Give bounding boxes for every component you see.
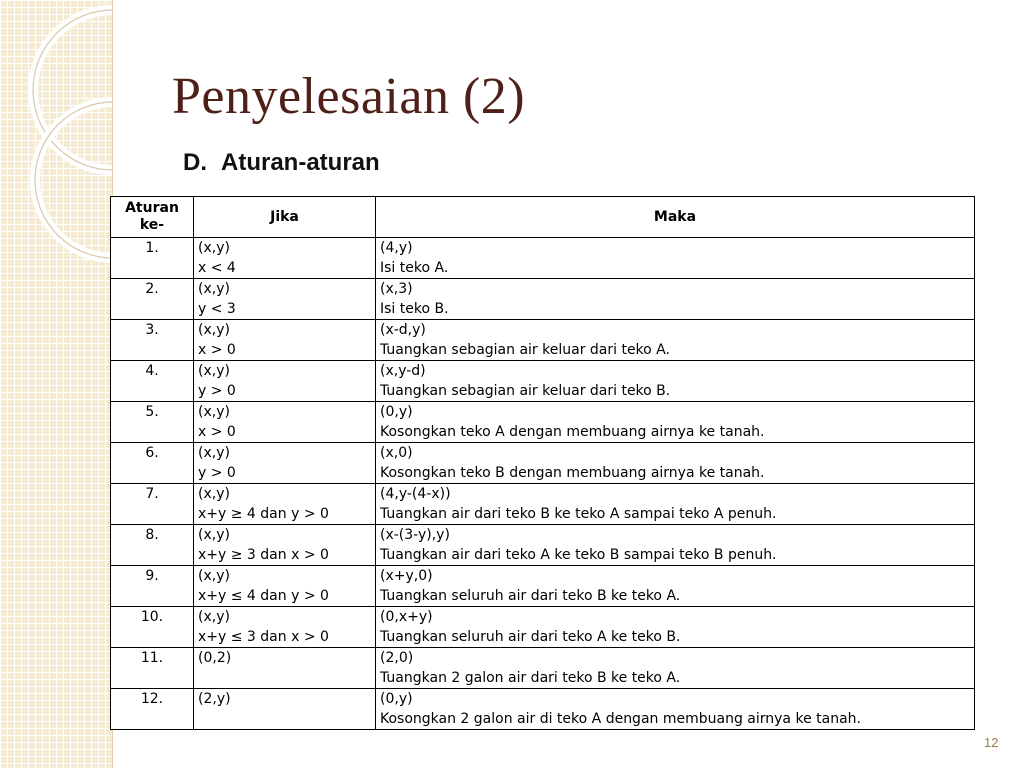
rule-condition [194, 484, 376, 525]
table-row [111, 566, 975, 607]
rules-table-body [111, 238, 975, 730]
result-description: Kosongkan 2 galon air di teko A dengan membuang airnya ke tanah. [380, 711, 861, 727]
rule-number: 4. [111, 361, 194, 402]
rule-condition [194, 607, 376, 648]
result-description: Tuangkan air dari teko A ke teko B sampai teko B penuh. [380, 547, 777, 563]
result-description: Tuangkan sebagian air keluar dari teko B. [380, 383, 671, 399]
rule-number: 11. [111, 648, 194, 689]
condition-expression: x < 4 [198, 260, 236, 276]
condition-expression: x+y ≥ 4 dan y > 0 [198, 506, 329, 522]
slide-title: Penyelesaian (2) [172, 68, 526, 125]
result-description: Kosongkan teko B dengan membuang airnya ke tanah. [380, 465, 765, 481]
result-state: (0,x+y) [380, 609, 433, 625]
rule-condition [194, 648, 376, 689]
rule-action [376, 361, 975, 402]
rule-condition [194, 689, 376, 730]
rule-action [376, 443, 975, 484]
decorative-side-band [0, 0, 113, 768]
condition-expression: y > 0 [198, 383, 236, 399]
rule-action [376, 402, 975, 443]
column-header-jika: Jika [194, 197, 376, 238]
table-row [111, 320, 975, 361]
rule-action [376, 238, 975, 279]
rule-number: 12. [111, 689, 194, 730]
rule-number: 5. [111, 402, 194, 443]
result-description: Kosongkan teko A dengan membuang airnya ke tanah. [380, 424, 765, 440]
result-state: (4,y) [380, 240, 413, 256]
rule-condition [194, 320, 376, 361]
rule-number: 3. [111, 320, 194, 361]
rule-condition [194, 279, 376, 320]
result-state: (x-(3-y),y) [380, 527, 450, 543]
rule-action [376, 279, 975, 320]
condition-state: (2,y) [198, 691, 231, 707]
condition-expression: y < 3 [198, 301, 236, 317]
rule-number: 10. [111, 607, 194, 648]
page-number: 12 [984, 735, 999, 750]
rule-number: 9. [111, 566, 194, 607]
result-state: (x,3) [380, 281, 413, 297]
rules-table [110, 196, 975, 730]
condition-state: (x,y) [198, 363, 230, 379]
column-header-maka: Maka [376, 197, 975, 238]
result-state: (0,y) [380, 691, 413, 707]
rule-number: 7. [111, 484, 194, 525]
result-state: (x,0) [380, 445, 413, 461]
rule-action [376, 607, 975, 648]
rule-condition [194, 238, 376, 279]
condition-state: (x,y) [198, 486, 230, 502]
rule-action [376, 648, 975, 689]
rule-action [376, 566, 975, 607]
condition-state: (x,y) [198, 568, 230, 584]
subheading-number: D. [183, 149, 207, 176]
result-state: (0,y) [380, 404, 413, 420]
condition-state: (x,y) [198, 404, 230, 420]
table-row [111, 402, 975, 443]
rule-number: 8. [111, 525, 194, 566]
condition-expression: x+y ≤ 4 dan y > 0 [198, 588, 329, 604]
rule-action [376, 525, 975, 566]
result-state: (4,y-(4-x)) [380, 486, 451, 502]
result-description: Tuangkan seluruh air dari teko B ke teko A. [380, 588, 681, 604]
rule-number: 6. [111, 443, 194, 484]
condition-state: (x,y) [198, 240, 230, 256]
column-header-aturan: Aturan ke- [111, 197, 194, 238]
decorative-rings [0, 0, 112, 768]
result-description: Tuangkan sebagian air keluar dari teko A. [380, 342, 670, 358]
table-row [111, 279, 975, 320]
rule-action [376, 484, 975, 525]
table-row [111, 361, 975, 402]
result-description: Isi teko A. [380, 260, 449, 276]
subheading-text: Aturan-aturan [221, 149, 380, 176]
table-row [111, 689, 975, 730]
rule-action [376, 320, 975, 361]
condition-state: (x,y) [198, 527, 230, 543]
result-description: Tuangkan air dari teko B ke teko A sampai teko A penuh. [380, 506, 777, 522]
table-row [111, 648, 975, 689]
condition-state: (x,y) [198, 322, 230, 338]
rule-condition [194, 525, 376, 566]
result-state: (x,y-d) [380, 363, 426, 379]
condition-expression: x+y ≥ 3 dan x > 0 [198, 547, 329, 563]
rule-condition [194, 361, 376, 402]
result-state: (2,0) [380, 650, 414, 666]
rule-condition [194, 566, 376, 607]
condition-state: (x,y) [198, 609, 230, 625]
result-description: Tuangkan 2 galon air dari teko B ke teko A. [380, 670, 681, 686]
result-state: (x-d,y) [380, 322, 426, 338]
table-row [111, 443, 975, 484]
condition-expression: y > 0 [198, 465, 236, 481]
section-subheading [183, 147, 380, 179]
condition-expression: x+y ≤ 3 dan x > 0 [198, 629, 329, 645]
rule-number: 1. [111, 238, 194, 279]
result-state: (x+y,0) [380, 568, 433, 584]
table-row [111, 525, 975, 566]
result-description: Tuangkan seluruh air dari teko A ke teko B. [380, 629, 681, 645]
rule-condition [194, 443, 376, 484]
rule-number: 2. [111, 279, 194, 320]
condition-expression: x > 0 [198, 424, 236, 440]
table-row [111, 484, 975, 525]
rule-action [376, 689, 975, 730]
table-row [111, 238, 975, 279]
condition-expression: x > 0 [198, 342, 236, 358]
condition-state: (x,y) [198, 445, 230, 461]
condition-state: (0,2) [198, 650, 232, 666]
rule-condition [194, 402, 376, 443]
condition-state: (x,y) [198, 281, 230, 297]
table-row [111, 607, 975, 648]
table-header-row [111, 197, 975, 238]
result-description: Isi teko B. [380, 301, 449, 317]
